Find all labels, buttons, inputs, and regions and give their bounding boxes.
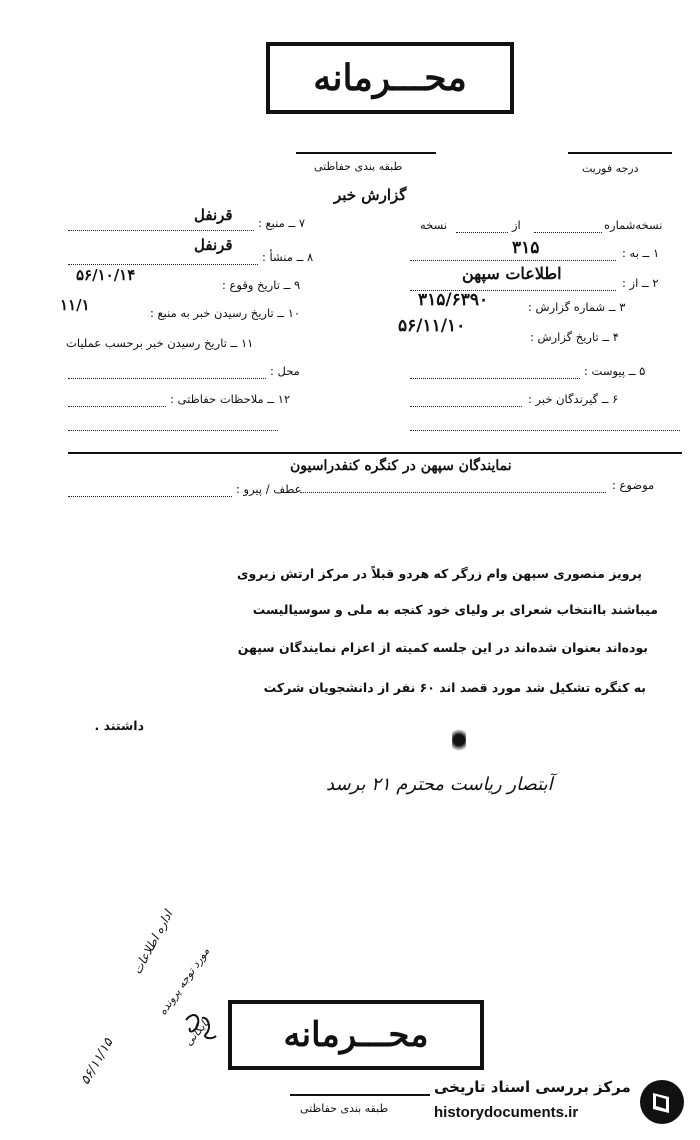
attachment-line: [410, 378, 580, 379]
security-notes-line-2: [68, 430, 278, 431]
body-line-1: پرویز منصوری سپهن وام زرگر که هردو قبلاً در مرکز ارتش زیروی: [237, 566, 642, 581]
body-line-4: به کنگره تشکیل شد مورد قصد اند ۶۰ نفر از دانشجویان شرکت: [263, 680, 646, 695]
body-line-5: داشتند .: [94, 718, 144, 733]
field-to-label: ۱ ــ به :: [622, 246, 660, 260]
security-notes-line: [68, 406, 166, 407]
margin-note-1: اداره اطلاعات: [130, 908, 176, 977]
field-to-value: ۳۱۵: [512, 238, 540, 258]
classification-label-bottom: طبقه بندی حفاظتی: [300, 1102, 389, 1115]
received-date-label: ۱۰ ــ تاریخ رسیدن خبر به منبع :: [150, 306, 301, 320]
operations-date-label: ۱۱ ــ تاریخ رسیدن خبر برحسب عملیات: [66, 336, 254, 350]
recipients-label: ۶ ــ گیرندگان خبر :: [528, 392, 619, 406]
ink-blot: [452, 726, 466, 754]
margin-note-3: بایگانی: [182, 1016, 212, 1049]
body-line-2: میباشند باانتخاب شعرای بر ولیای خود کنجه به ملی و سوسیالیست: [252, 602, 658, 617]
origin-line: [68, 264, 258, 265]
subject-label: موضوع :: [612, 478, 655, 492]
follow-line: [68, 496, 232, 497]
initials-scribble: [182, 1010, 222, 1044]
received-date-value: ۱۱/۱: [60, 296, 90, 314]
urgency-underline: [568, 152, 672, 154]
source-line: [68, 230, 254, 231]
field-from-label: ۲ ــ از :: [622, 276, 659, 290]
from-line: [456, 232, 508, 233]
occurrence-date-label: ۹ ــ تاریخ وقوع :: [222, 278, 301, 292]
location-label: محل :: [270, 364, 300, 378]
classification-underline-bottom: [290, 1094, 430, 1096]
confidential-stamp-top: [266, 42, 514, 114]
origin-label: ۸ ــ منشأ :: [262, 250, 314, 264]
copy-label: نسخه: [420, 218, 448, 232]
field-from-value: اطلاعات‌ سپهن: [462, 264, 562, 283]
copy-number-label: نسخه‌شماره: [604, 218, 663, 232]
copy-number-line: [534, 232, 602, 233]
body-line-3: بوده‌اند بعنوان شده‌اند در این جلسه‌ کمیته از اعزام نمایندگان سپهن: [237, 640, 648, 655]
attachment-label: ۵ ــ پیوست :: [584, 364, 646, 378]
recipients-line: [410, 406, 522, 407]
watermark-title: مرکز بررسی اسناد تاریخی: [434, 1078, 631, 1096]
confidential-stamp-top-text: محـــرمانه: [313, 57, 467, 99]
security-notes-label: ۱۲ ــ ملاحظات حفاظتی :: [170, 392, 291, 406]
signature-note: آبتصار ریاست محترم ۲۱ برسد: [326, 774, 553, 795]
from-label: از: [512, 218, 521, 232]
watermark-url: historydocuments.ir: [434, 1104, 579, 1121]
report-date-label: ۴ ــ تاریخ گزارش :: [530, 330, 619, 344]
confidential-stamp-bottom: [228, 1000, 484, 1070]
report-date-value: ۵۶/۱۱/۱۰: [398, 316, 466, 336]
document-title: گزارش خبر: [334, 186, 407, 204]
source-value: قرنفل: [194, 206, 233, 224]
watermark-logo-icon: [640, 1080, 684, 1124]
source-label: ۷ ــ منبع :: [258, 216, 305, 230]
classification-label-top: طبقه بندی حفاظتی: [314, 160, 403, 173]
subject-value: نمایندگان سپهن در کنگره کنفدراسیون: [290, 458, 512, 474]
section-divider: [68, 452, 682, 454]
urgency-label: درجه فوریت: [582, 162, 639, 175]
margin-note-2: مورد توجه پرونده: [156, 945, 213, 1018]
margin-note-4: ۵۶/۱۱/۱۵: [78, 1036, 117, 1088]
location-line: [68, 378, 266, 379]
report-number-value: ۳۱۵/۶۳۹۰: [418, 290, 489, 310]
report-number-label: ۳ ــ شماره گزارش :: [528, 300, 626, 314]
field-to-line: [410, 260, 616, 261]
confidential-stamp-bottom-text: محـــرمانه: [283, 1015, 429, 1055]
recipients-line-2: [410, 430, 680, 431]
watermark: [430, 1072, 692, 1134]
origin-value: قرنفل: [194, 236, 233, 254]
margin-notes: [70, 908, 230, 1088]
occurrence-date-value: ۵۶/۱۰/۱۴: [76, 266, 136, 284]
subject-line: [300, 492, 606, 493]
follow-label: عطف / پیرو :: [236, 482, 302, 496]
classification-underline-top: [296, 152, 436, 154]
